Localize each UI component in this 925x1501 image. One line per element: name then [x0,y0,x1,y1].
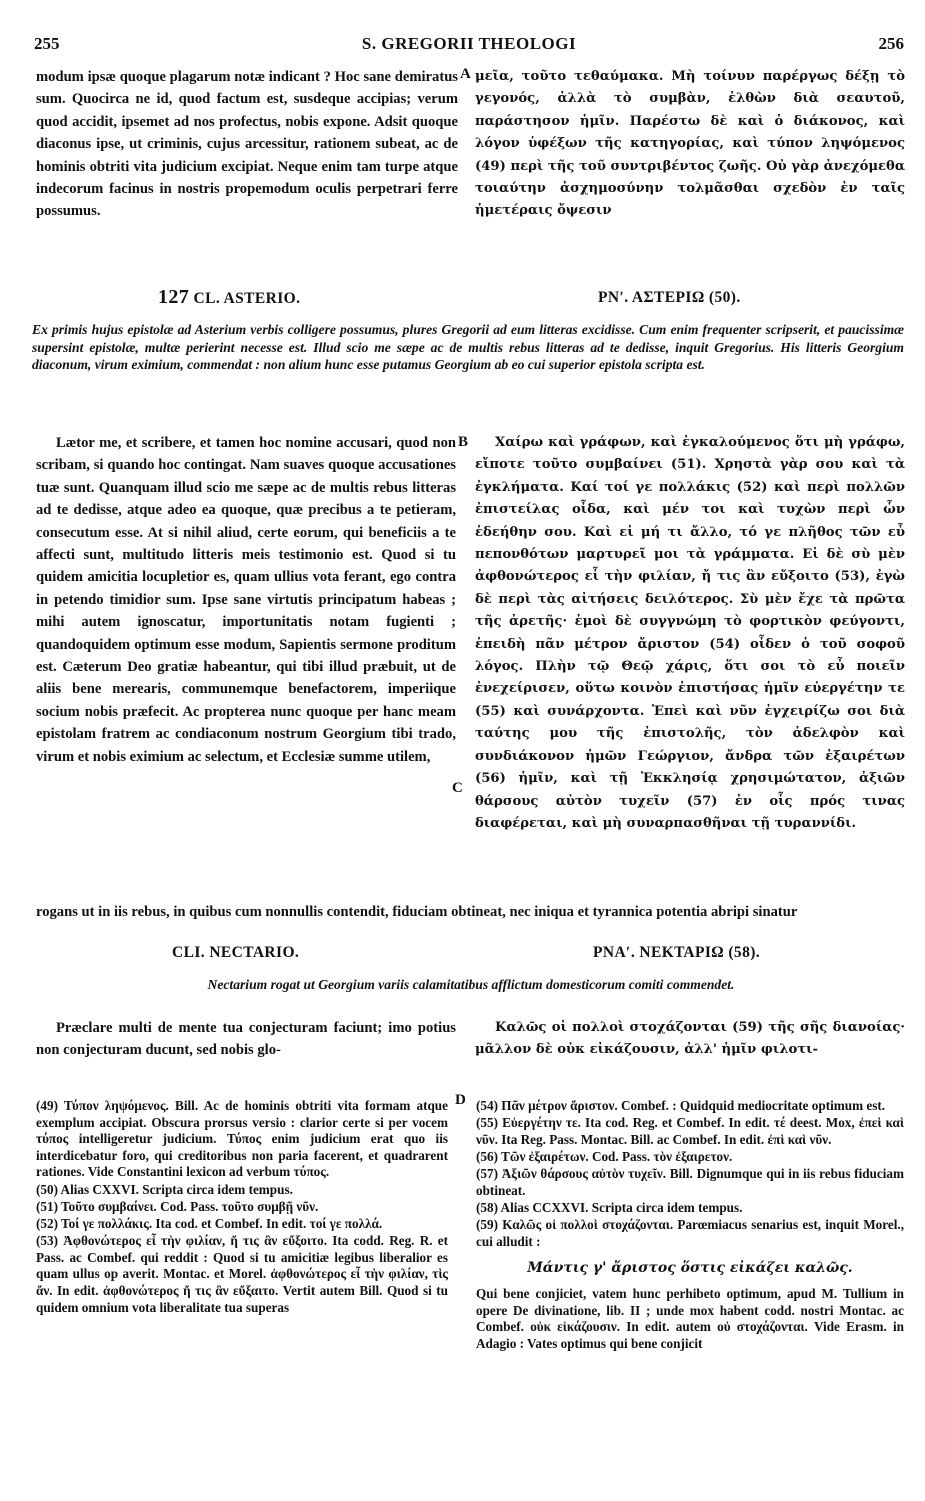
footnote: (50) Alias CXXVI. Scripta circa idem tempus. [36,1181,293,1197]
greek-column-letter [475,432,905,835]
margin-marker-d: D [455,1092,466,1108]
greek-letter2-text: Καλῶς οἱ πολλοὶ στοχάζονται (59) τῆς σῆς διανοίας· μᾶλλον δὲ οὐκ εἰκάζουσιν, ἀλλ' ἡμῖν φιλοτι- [475,1020,905,1058]
footnote: (58) Alias CCXXVI. Scripta circa idem tempus. [476,1199,743,1215]
latin-paragraph: modum ipsæ quoque plagarum notæ indicant ? Hoc sane demiratus sum. Quocirca ne id, quod factum est, susdeque accipias; verum quod accidit, ipsemet ad nos profectus, nobis expone. Adsit quoque diaconus ipse, ut criminis, cujus arcessitur, rationem subeat, ac de hominis obtriti vita judicium excipiat. Neque enim tam turpe atque indecorum facinus in nostris propemodum oculis perpetrari ferre possumus. [36,69,458,220]
full-width-line: rogans ut in iis rebus, in quibus cum nonnullis contendit, fiduciam obtineat, nec iniqua et tyrannica potentia abripi sinatur [36,904,798,920]
footnote: (54) Πᾶν μέτρον ἄριστον. Combef. : Quidquid mediocritate optimum est. [476,1098,886,1113]
latin-letter-text: Lætor me, et scribere, et tamen hoc nomine accusari, quod non scribam, si quando hoc contingat. Nam suaves quoque accusationes tuæ sunt. Quanquam illud scio me sæpe ac de multis rebus litteras ad te dedisse, atque adeo ea quoque, quæ precibus a te petieram, consecutum esse. At si nihil aliud, certe eorum, qui beneficiis a te affecti sunt, multitudo litteris meis testimonio est. Quod si tu quidem amicitia locupletior es, quam ullius vota ferant, ego contra in petendo timidior sum. Ipse sane virtutis principatum habeas ; mihi autem ignoscatur, importunitatis notam fugienti ; quandoquidem optimum esse modum, Sapientis sermone proditum est. Cæterum Deo gratiæ habeantur, qui tibi illud præbuit, ut de aliis bene merearis, communemque benefactorem, imperiique socium nobis præfecit. Ac propterea nunc quoque per hanc meam epistolam fratrem ac condiaconum nostrum Georgium tibi trado, virum et nobis eximium ac selectum, et Ecclesiæ summe utilem, [36,435,456,765]
margin-marker-c: C [452,780,463,796]
letter-number: 127 [158,286,190,308]
running-title: S. GREGORII THEOLOGI [361,34,577,53]
greek-paragraph: μεῖα, τοῦτο τεθαύμακα. Μὴ τοίνυν παρέργως δέξῃ τὸ γεγονός, ἀλλὰ τὸ συμβὰν, ἐλθὼν διὰ σεαυτοῦ, παράστησον ἡμῖν. Παρέστω δὲ καὶ ὁ διάκονος, καὶ λόγον ὑφέξων τῆς κατηγορίας, καὶ τύπον ληψόμενος (49) περὶ τῆς τοῦ συντριβέντος ζωῆς. Οὐ γὰρ ἀνεχόμεθα τοιαύτην ἀσχημοσύνην τολμᾶσθαι σχεδὸν ἐν ταῖς ἡμετέραις ὄψεσιν [475,69,905,219]
footnote: (56) Τῶν ἐξαιρέτων. Cod. Pass. τὸν ἐξαιρετον. [476,1148,733,1164]
greek-column-top [475,66,905,223]
latin-column-top [36,66,458,223]
letter-title-greek: ΡΝʹ. ΑΣΤΕΡΙΩ (50). [598,289,741,306]
margin-marker-a: A [460,66,471,82]
letter2-argument: Nectarium rogat ut Georgium variis calamitatibus afflictum domesticorum comiti commendet. [207,977,735,992]
greek-letter-text: Χαίρω καὶ γράφων, καὶ ἐγκαλούμενος ὅτι μὴ γράφω, εἴποτε τοῦτο συμβαίνει (51). Χρηστὰ γὰρ σου καὶ τὰ ἐγκλήματα. Καί τοί γε πολλάκις (52) καὶ περὶ πολλῶν ἐπιστείλας οἶδα, καὶ μέν τοι καὶ τυχὼν περὶ ὧν ἐδεήθην σου. Καὶ εἰ μή τι ἄλλο, τό γε πλῆθος τῶν εὖ πεπονθότων μαρτυρεῖ μοι τὰ γράμματα. Εἰ δὲ σὺ μὲν ἀφθονώτερος εἶ τὴν φιλίαν, ἤ τις ἂν εὔξοιτο (53), ἐγὼ δὲ περὶ τὰς αἰτήσεις δειλότερος. Σὺ μὲν ἔχε τὰ πρῶτα τῆς ἀρετῆς· ἐμοὶ δὲ συγγνώμη τὸ φορτικὸν φεύγοντι, ἐπειδὴ πᾶν μέτρον ἄριστον (54) οἶδεν ὁ τοῦ σοφοῦ λόγος. Πλὴν τῷ Θεῷ χάρις, ὅτι σοι τὸ εὖ ποιεῖν ἐνεχείρισεν, οὕτω κοινὸν ἐπιστήσας ἡμῖν εὐεργέτην τε (55) καὶ συνάρχοντα. Ἐπεὶ καὶ νῦν ἐγχειρίζω σοι διὰ ταύτης μου τῆς ἐπιστολῆς, τὸν ἀδελφὸν καὶ συνδιάκονον ἡμῶν Γεώργιον, ἄνδρα τῶν ἐξαιρέτων (56) ἡμῖν, καὶ τῇ Ἐκκλησίᾳ χρησιμώτατον, ἀξιῶν θάρσους αὐτὸν τυχεῖν (57) ἐν οἷς πρός τινας διαφέρεται, καὶ μὴ συναρπασθῆναι τῇ τυραννίδι. [475,435,905,831]
latin-letter2-text: Præclare multi de mente tua conjecturam faciunt; imo potius non conjecturam ducunt, sed nobis glo- [36,1020,456,1059]
letter2-title-latin: CLI. NECTARIO. [172,944,300,961]
footnote: (59) Καλῶς οἱ πολλοὶ στοχάζονται. Parœmiacus senarius est, inquit Morel., cui alludit : [476,1217,904,1249]
footnote: (51) Τοῦτο συμβαίνει. Cod. Pass. τοῦτο συμβῇ νῦν. [36,1198,319,1214]
margin-marker-b: B [458,434,469,450]
latin-column-letter [36,432,456,768]
footnote: (53) Ἀφθονώτερος εἶ τὴν φιλίαν, ἤ τις ἂν εὔξοιτο. Ita codd. Reg. R. et Pass. ac Combef. qui reddit : Quod si tu amicitiæ legibus liberalior es quam ullus op averit. Montac. et Morel. ἀφθονώτερος εἶ τὴν φιλίαν, τὶς ἄν. In edit. ἀφθονώτερος ἤ τις ἂν εὔξαιτο. Vertit autem Bill. Quod si tu quidem omnium vota liberalitate tua superas [36,1233,448,1315]
footnotes-right [476,1098,904,1353]
latin-column-letter2 [36,1017,456,1062]
footnote: (57) Ἀξιῶν θάρσους αὐτὸν τυχεῖν. Bill. Dignumque qui in iis rebus fiduciam obtineat. [476,1166,904,1198]
footnote: (52) Τοί γε πολλάκις. Ita cod. et Combef. In edit. τοί γε πολλά. [36,1215,383,1231]
footnote-continuation: Qui bene conjiciet, vatem hunc perhibeto optimum, apud M. Tullium in opere De divinatione, lib. II ; unde mox habent codd. nostri Montac. ac Combef. οὐκ εἰκάζουσιν. In edit. autem οὐ στοχάζονται. Vide Erasm. in Adagio : Vates optimus qui bene conjicit [476,1285,904,1351]
running-header [34,26,904,56]
greek-column-letter2 [475,1017,905,1062]
page-number-left: 255 [34,34,60,53]
letter-argument: Ex primis hujus epistolæ ad Asterium verbis colligere possumus, plures Gregorii ad eum litteras excidisse. Cum enim frequenter scripserit, et paucissimæ supersint epistolæ, multæ perierint necesse est. Illud scio me sæpe ac de multis rebus litteras ad te dedisse, inquit Gregorius. His litteris Georgium diaconum, virum eximium, commendat : non alium hunc esse putamus Georgium ab eo cui superior epistola scripta est. [32,322,904,372]
letter-addressee-latin: CL. ASTERIO. [193,290,301,307]
letter2-title-greek: ΡΝΑʹ. ΝΕΚΤΑΡΙΩ (58). [593,944,761,961]
footnote: (49) Τύπον ληψόμενος. Bill. Ac de hominis obtriti vita formam atque exemplum accipiat. Obscura prorsus versio : clarior certe si per vocem τύπος intelligeretur judicium. Τύπος enim judicium erat quo iis interdicebatur foro, qui creditoribus non paria facerent, et quadrarent rationes. Vide Constantini lexicon ad verbum τύπος. [36,1098,448,1180]
page-number-right: 256 [878,34,904,53]
letter-title-latin [158,286,300,309]
footnote: (55) Εὐεργέτην τε. Ita cod. Reg. et Combef. In edit. τέ deest. Mox, ἐπεὶ καὶ νῦν. Ita Reg. Pass. Montac. Bill. ac Combef. In edit. ἐπὶ καὶ νῦν. [476,1115,904,1147]
footnotes-left [36,1098,448,1317]
greek-verse-quote: Μάντις γ' ἄριστος ὅστις εἰκάζει καλῶς. [527,1260,853,1277]
